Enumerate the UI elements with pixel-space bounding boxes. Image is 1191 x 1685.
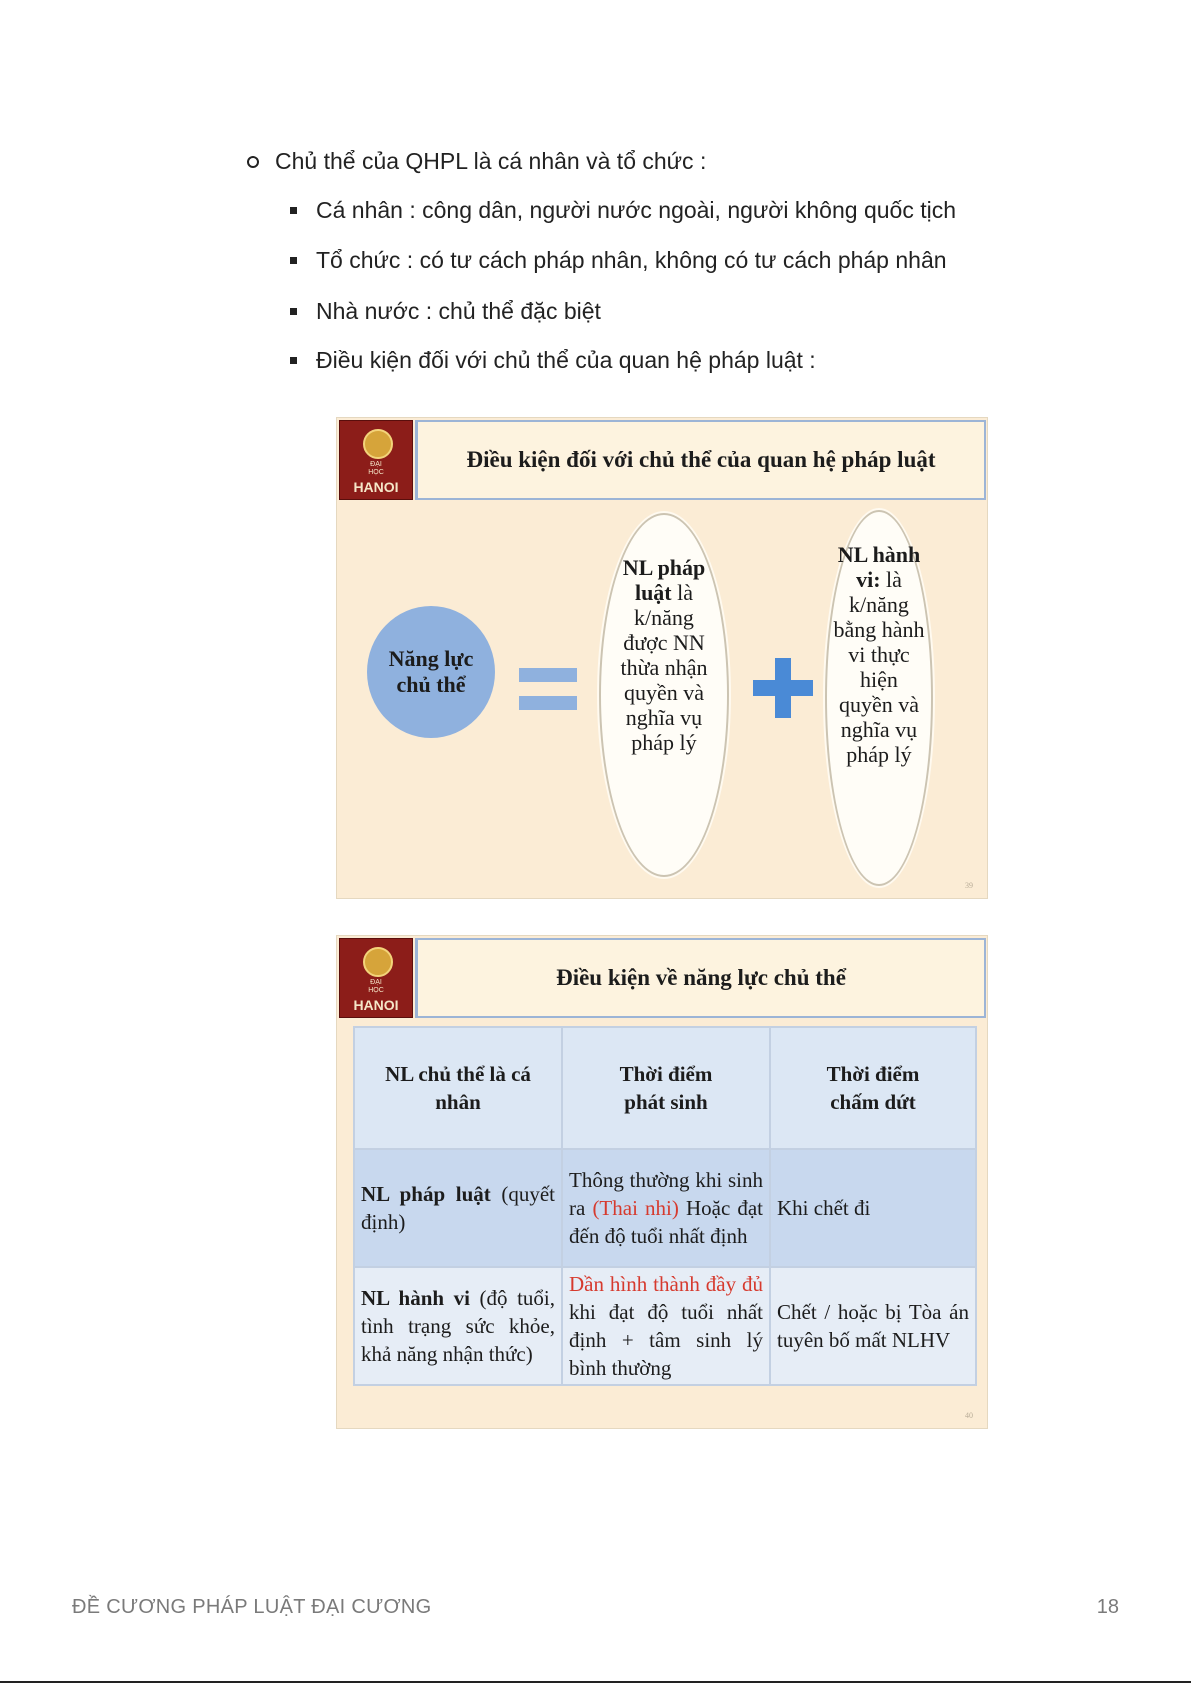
equals-sign-icon bbox=[519, 696, 577, 710]
slide-number: 39 bbox=[965, 881, 973, 890]
bullet-text: Tổ chức : có tư cách pháp nhân, không có tư cách pháp nhân bbox=[316, 247, 947, 273]
square-bullet-icon bbox=[290, 308, 297, 315]
bullet-text: Nhà nước : chủ thể đặc biệt bbox=[316, 298, 601, 324]
table-cell: Thông thường khi sinh ra (Thai nhi) Hoặc đạt đến độ tuổi nhất định bbox=[562, 1149, 770, 1267]
table-header-cell: NL chủ thể là cá nhân bbox=[354, 1027, 562, 1149]
table-row bbox=[354, 1267, 976, 1385]
table-cell: Chết / hoặc bị Tòa án tuyên bố mất NLHV bbox=[770, 1267, 976, 1385]
logo-name: HANOI bbox=[353, 479, 399, 495]
hollow-circle-bullet-icon bbox=[247, 156, 259, 168]
logo-text: ĐẠI bbox=[370, 461, 382, 468]
table-cell: Khi chết đi bbox=[770, 1149, 976, 1267]
table-cell: Dần hình thành đầy đủ khi đạt độ tuổi nhất định + tâm sinh lý bình thường bbox=[562, 1267, 770, 1385]
slide-title: Điều kiện đối với chủ thể của quan hệ pháp luật bbox=[415, 420, 986, 500]
square-bullet-icon bbox=[290, 357, 297, 364]
square-bullet-icon bbox=[290, 257, 297, 264]
square-bullet-icon bbox=[290, 207, 297, 214]
crest-icon bbox=[363, 947, 393, 977]
legal-capacity-ellipse bbox=[599, 513, 729, 877]
table-header-row bbox=[354, 1027, 976, 1149]
ellipse-text: là k/năng được NN thừa nhận quyền và nghĩa vụ pháp lý bbox=[620, 580, 708, 755]
slide-number: 40 bbox=[965, 1411, 973, 1420]
ellipse-text: là k/năng bằng hành vi thực hiện quyền và nghĩa vụ pháp lý bbox=[833, 567, 925, 767]
logo-text: HỌC bbox=[368, 469, 384, 476]
circle-label: Năng lực chủ thể bbox=[388, 646, 474, 697]
equals-sign-icon bbox=[519, 668, 577, 682]
university-logo bbox=[339, 420, 413, 500]
footer-title: ĐỀ CƯƠNG PHÁP LUẬT ĐẠI CƯƠNG bbox=[72, 1596, 432, 1618]
slide-image-conditions bbox=[336, 417, 988, 899]
logo-text: HỌC bbox=[368, 987, 384, 994]
table-cell: NL pháp luật (quyết định) bbox=[354, 1149, 562, 1267]
logo-text: ĐẠI bbox=[370, 979, 382, 986]
capacity-circle bbox=[367, 606, 495, 738]
slide-header bbox=[337, 418, 985, 500]
bullet-text: Chủ thể của QHPL là cá nhân và tổ chức : bbox=[275, 148, 707, 174]
table-header-cell: Thời điểm chấm dứt bbox=[770, 1027, 976, 1149]
table-cell: NL hành vi (độ tuổi, tình trạng sức khỏe, khả năng nhận thức) bbox=[354, 1267, 562, 1385]
table-row bbox=[354, 1149, 976, 1267]
behavior-capacity-ellipse bbox=[825, 510, 933, 886]
crest-icon bbox=[363, 429, 393, 459]
slide-image-capacity-table bbox=[336, 935, 988, 1429]
plus-sign-icon bbox=[753, 680, 813, 696]
logo-name: HANOI bbox=[353, 997, 399, 1013]
table-header-cell: Thời điểm phát sinh bbox=[562, 1027, 770, 1149]
capacity-table bbox=[353, 1026, 977, 1386]
university-logo bbox=[339, 938, 413, 1018]
slide-title: Điều kiện về năng lực chủ thể bbox=[415, 938, 986, 1018]
bullet-text: Cá nhân : công dân, người nước ngoài, người không quốc tịch bbox=[316, 197, 957, 223]
slide-header bbox=[337, 936, 985, 1018]
ellipse-bold-text: NL hành vi: bbox=[837, 542, 921, 592]
page-number: 18 bbox=[1096, 1596, 1119, 1618]
ellipse-bold-text: NL pháp luật bbox=[622, 555, 706, 605]
bullet-text: Điều kiện đối với chủ thể của quan hệ pháp luật : bbox=[316, 347, 816, 373]
page-bottom-divider bbox=[0, 1681, 1191, 1683]
